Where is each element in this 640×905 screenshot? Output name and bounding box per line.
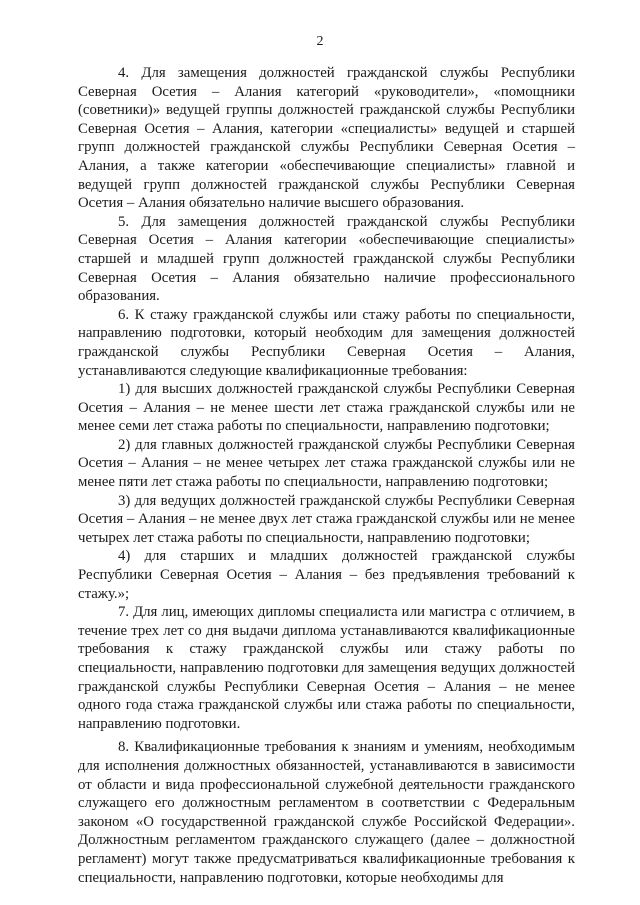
list-item-senior-junior-positions: 4) для старших и младших должностей гражданской службы Республики Северная Осетия – Алания – без предъявления требований к стажу.»; (78, 548, 575, 602)
paragraph-8-knowledge-skills: 8. Квалификационные требования к знаниям и умениям, необходимым для исполнения должностных обязанностей, устанавливаются в зависимости от области и вида профессиональной служебной деятельности гражданского служащего его должностным регламентом в соответствии с Федеральным законом «О государственной гражданской службе Российской Федерации». Должностным регламентом гражданского служащего (далее – должностной регламент) могут также предусматриваться квалификационные требования к специальности, направлению подготовки, которые необходимы для (78, 739, 575, 886)
paragraph-7-honors-diploma: 7. Для лиц, имеющих дипломы специалиста или магистра с отличием, в течение трех лет со дня выдачи диплома устанавливаются квалификационные требования к стажу гражданской службы или стажу работы по специальности, направлению подготовки для замещения ведущих должностей гражданской службы Республики Северная Осетия – Алания – не менее одного года стажа гражданской службы или стажа работы по специальности, направлению подготовки. (78, 604, 575, 732)
list-item-main-positions: 2) для главных должностей гражданской службы Республики Северная Осетия – Алания – не менее четырех лет стажа гражданской службы или не менее пяти лет стажа работы по специальности, направлению подготовки; (78, 436, 575, 491)
page-number: 2 (316, 34, 324, 49)
list-item-leading-positions: 3) для ведущих должностей гражданской службы Республики Северная Осетия – Алания – не менее двух лет стажа гражданской службы или не менее четырех лет стажа работы по специальности, направлению подготовки; (78, 492, 575, 546)
document-body (78, 64, 575, 887)
paragraph-4-higher-education: 4. Для замещения должностей гражданской службы Республики Северная Осетия – Алания категорий «руководители», «помощники (советники)» ведущей группы должностей гражданской службы Республики Северная Осетия – Алания, категории «специалисты» ведущей и старшей групп должностей гражданской службы Республики Северная Осетия – Алания, а также категории «обеспечивающие специалисты» главной и ведущей групп должностей гражданской службы Республики Северная Осетия – Алания обязательно наличие высшего образования. (78, 65, 575, 212)
list-item-highest-positions: 1) для высших должностей гражданской службы Республики Северная Осетия – Алания – не менее шести лет стажа гражданской службы или не менее семи лет стажа работы по специальности, направлению подготовки; (78, 381, 575, 435)
paragraph-5-professional-education: 5. Для замещения должностей гражданской службы Республики Северная Осетия – Алания категории «обеспечивающие специалисты» старшей и младшей групп должностей гражданской службы Республики Северная Осетия – Алания обязательно наличие профессионального образования. (78, 213, 575, 305)
paragraph-6-experience-requirements: 6. К стажу гражданской службы или стажу работы по специальности, направлению подготовки, который необходим для замещения должностей гражданской службы Республики Северная Осетия – Алания, устанавливаются следующие квалификационные требования: (78, 306, 575, 379)
